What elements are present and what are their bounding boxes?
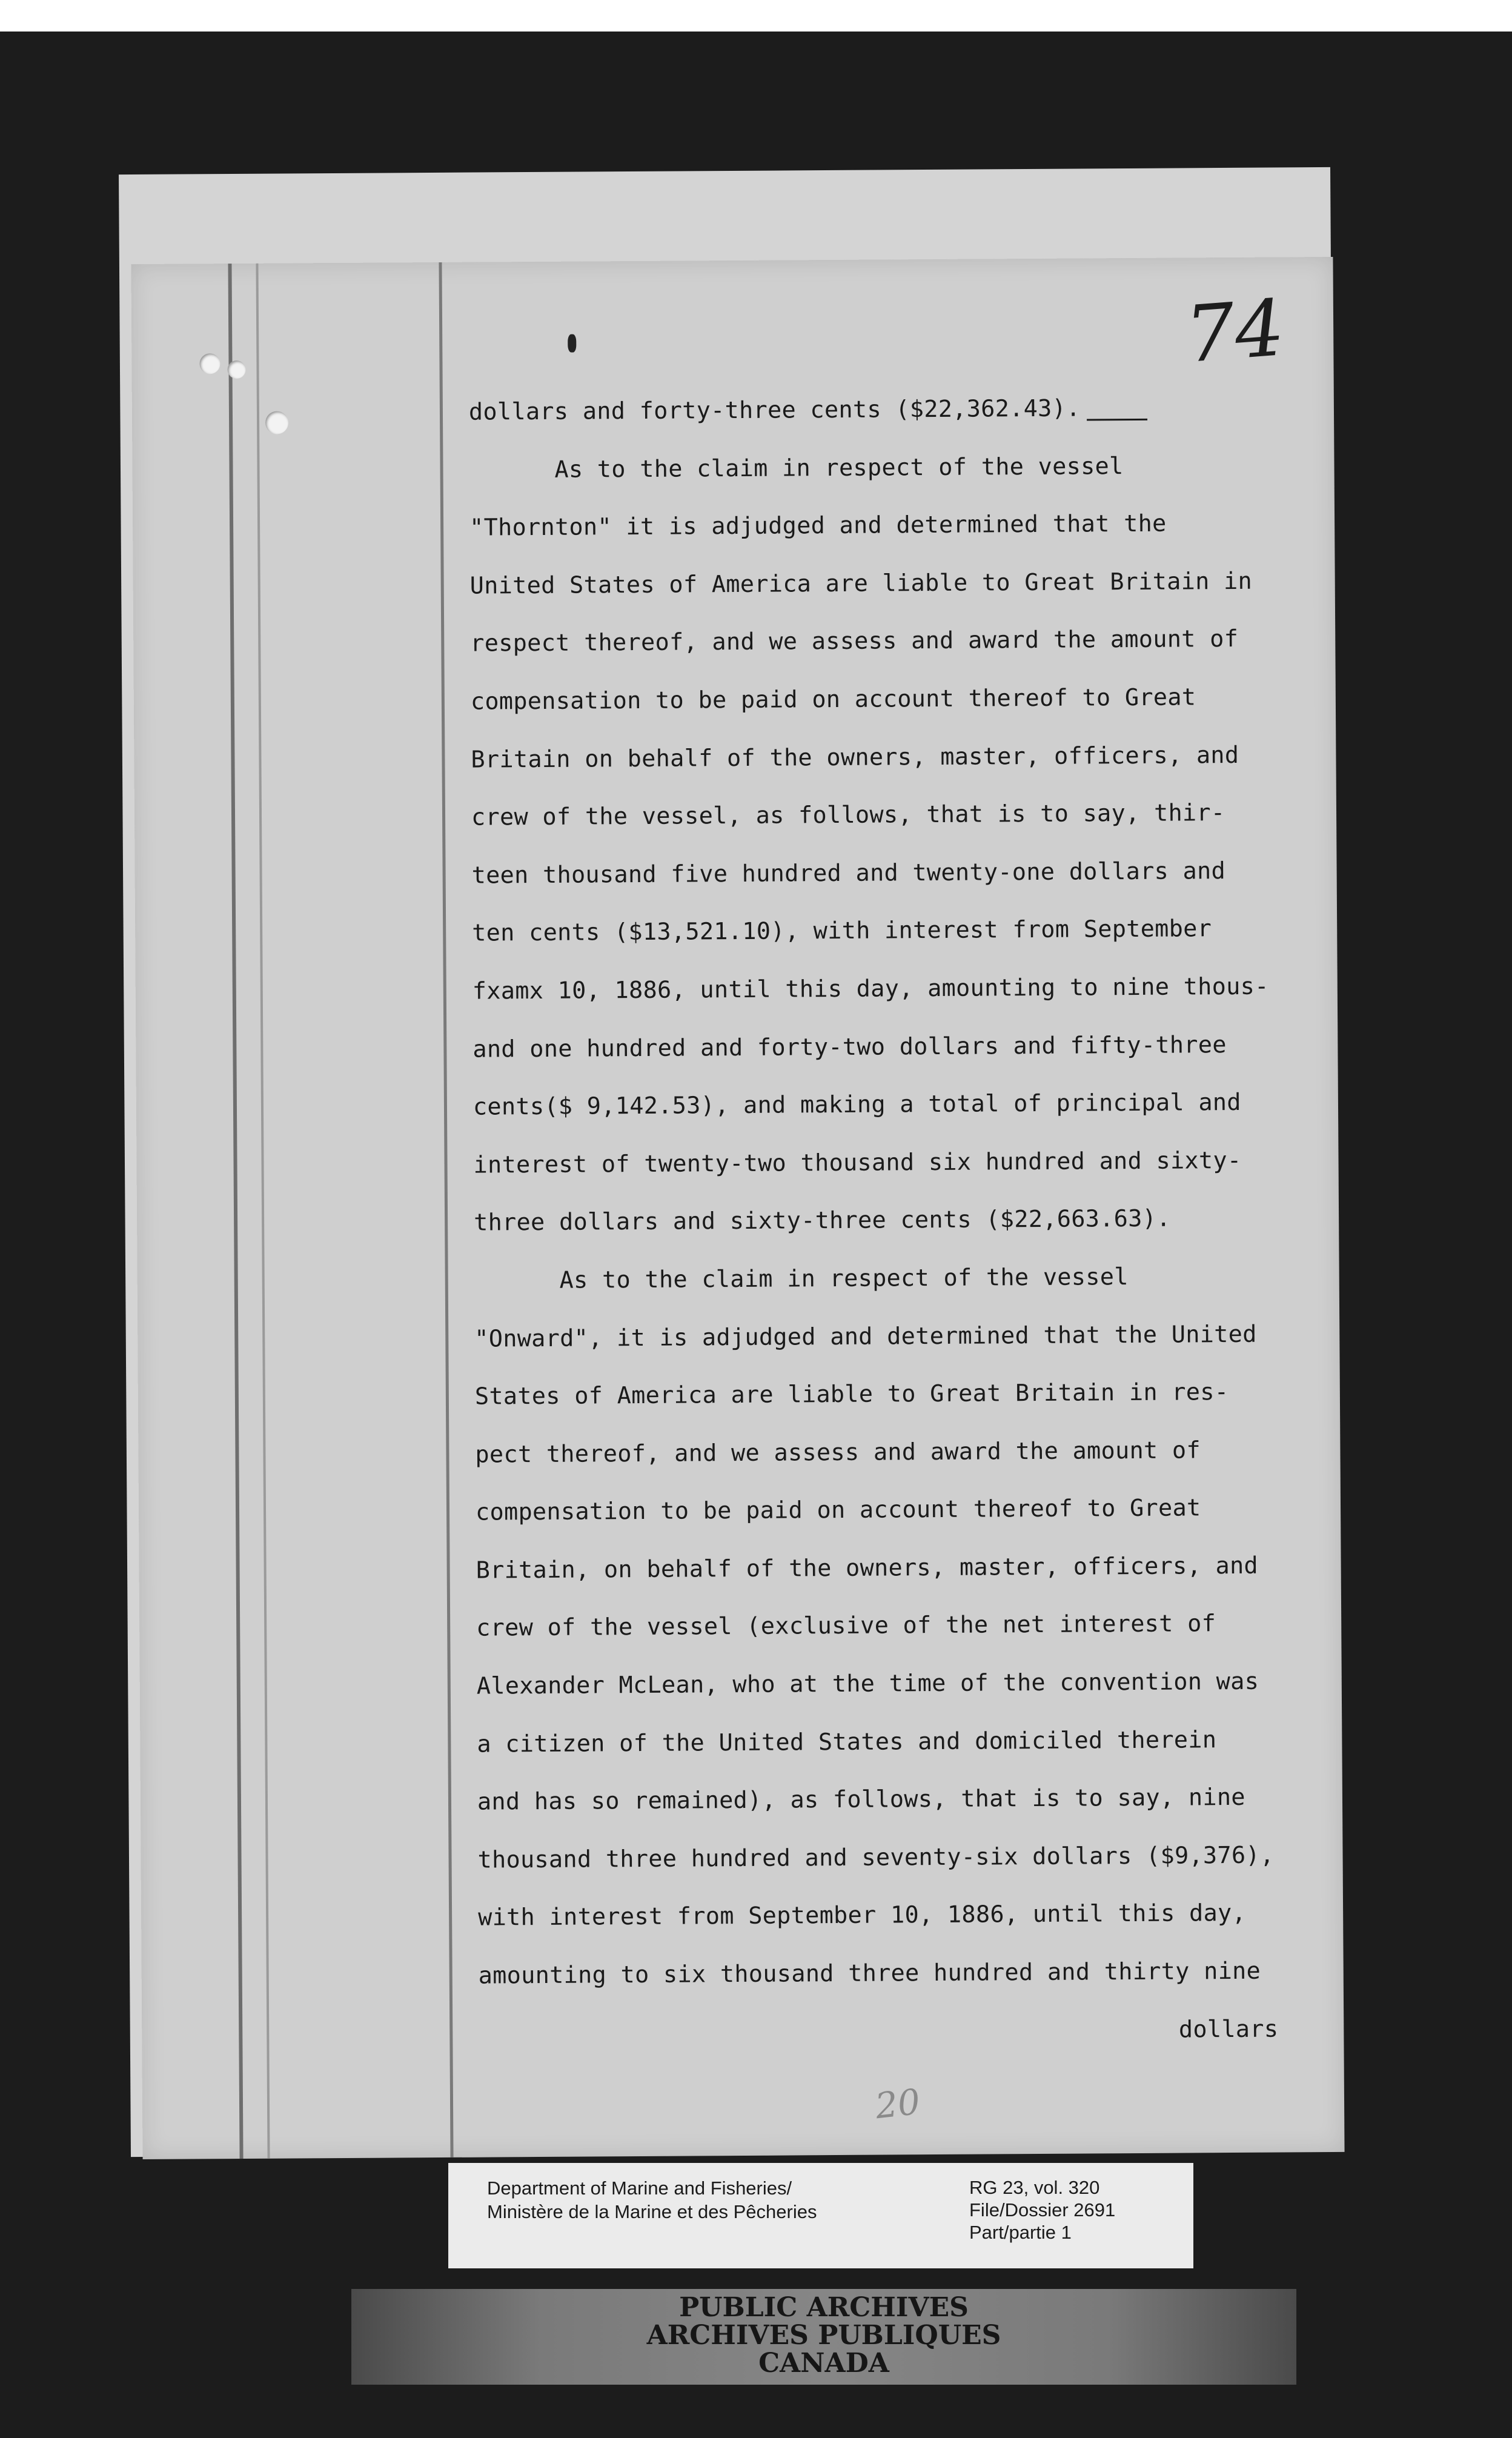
text-line: cents($ 9,142.53), and making a total of principal and (472, 1089, 1241, 1121)
text-line: respect thereof, and we assess and award the amount of (470, 625, 1239, 658)
department-block (487, 2176, 817, 2224)
record-group: RG 23, vol. 320 (969, 2177, 1100, 2198)
text-line: and one hundred and forty-two dollars and fifty-three (472, 1031, 1227, 1063)
text-line: "Thornton" it is adjudged and determined that the (469, 510, 1167, 542)
text-line: with interest from September 10, 1886, until this day, (478, 1899, 1247, 1932)
text-line: a citizen of the United States and domiciled therein (477, 1726, 1217, 1758)
page-number: 74 (1182, 282, 1288, 380)
margin-line (439, 262, 453, 2157)
body-text (469, 378, 1315, 2063)
text-line: dollars and forty-three cents ($22,362.43). (469, 378, 1305, 441)
text-line: As to the claim in respect of the vessel (474, 1263, 1129, 1295)
catchword: dollars (1178, 2015, 1279, 2044)
archives-stamp-text (351, 2294, 1296, 2377)
text-line: Britain, on behalf of the owners, master, officers, and (476, 1552, 1259, 1584)
text-line: United States of America are liable to Great Britain in (469, 567, 1253, 600)
text-line: compensation to be paid on account thereof to Great (470, 683, 1196, 716)
reference-block (969, 2176, 1115, 2244)
text-line: compensation to be paid on account thereof to Great (475, 1494, 1201, 1526)
binding-line (256, 264, 270, 2159)
file-number: File/Dossier 2691 (969, 2199, 1116, 2220)
text-line: "Onward", it is adjudged and determined that the United (474, 1320, 1257, 1353)
stamp-line-country: CANADA (758, 2348, 889, 2379)
department-english: Department of Marine and Fisheries/ (487, 2177, 792, 2199)
binding-line (228, 264, 243, 2159)
punch-hole (265, 411, 288, 434)
archives-stamp (351, 2289, 1296, 2385)
text-line: and has so remained), as follows, that is to say, nine (477, 1784, 1245, 1816)
text-line: States of America are liable to Great Britain in res- (474, 1378, 1229, 1410)
department-french: Ministère de la Marine et des Pêcheries (487, 2201, 817, 2222)
text-line: crew of the vessel (exclusive of the net interest of (476, 1610, 1216, 1642)
text-line: three dollars and sixty-three cents ($22,663.63). (474, 1204, 1171, 1237)
stamp-line-french: ARCHIVES PUBLIQUES (646, 2320, 1001, 2351)
text-line: interest of twenty-two thousand six hundred and sixty- (473, 1146, 1242, 1179)
text-line: fxamx 10, 1886, until this day, amounting to nine thous- (472, 972, 1269, 1005)
text-line: Alexander McLean, who at the time of the convention was (476, 1667, 1259, 1700)
pencil-folio-note: 20 (873, 2081, 923, 2127)
punch-hole (199, 353, 220, 374)
top-border (0, 0, 1512, 32)
text-line: Britain on behalf of the owners, master, officers, and (471, 741, 1239, 774)
text-line: thousand three hundred and seventy-six dollars ($9,376), (477, 1841, 1275, 1874)
ink-mark (568, 334, 576, 353)
text-line: crew of the vessel, as follows, that is to say, thir- (471, 799, 1225, 831)
text-line: pect thereof, and we assess and award the amount of (475, 1437, 1201, 1469)
text-line: amounting to six thousand three hundred and thirty nine (478, 1957, 1261, 1990)
document-page (131, 257, 1344, 2159)
text-line: teen thousand five hundred and twenty-one dollars and (471, 857, 1226, 889)
text-line: As to the claim in respect of the vessel (469, 452, 1124, 484)
part-number: Part/partie 1 (969, 2222, 1072, 2243)
stamp-line-english: PUBLIC ARCHIVES (679, 2292, 969, 2323)
text-line: ten cents ($13,521.10), with interest from September (472, 915, 1212, 948)
punch-hole (227, 360, 245, 379)
archive-label (448, 2163, 1193, 2268)
underline-mark (1087, 419, 1147, 421)
